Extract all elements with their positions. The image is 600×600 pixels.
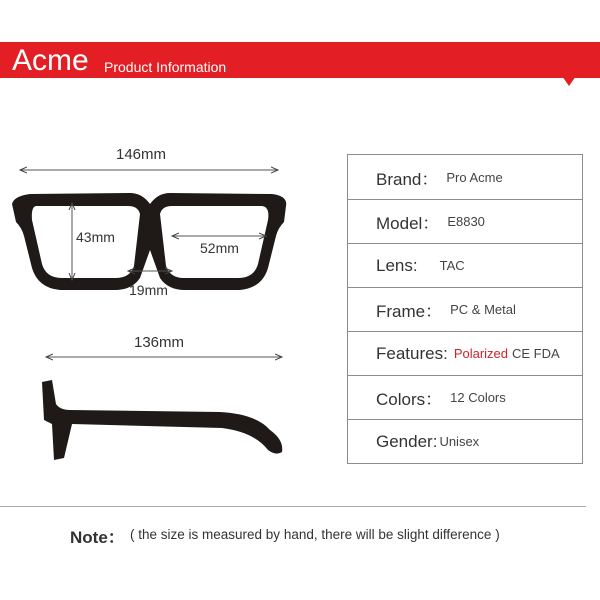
spec-value-highlight: Polarized — [453, 346, 509, 361]
spec-row-features — [348, 331, 582, 375]
spec-label: Lens: — [376, 255, 418, 275]
spec-table — [347, 154, 583, 464]
temple-arm — [42, 380, 282, 460]
spec-value: PC & Metal — [450, 302, 516, 317]
spec-row-brand — [348, 155, 582, 199]
total-width-label: 146mm — [116, 146, 167, 163]
spec-row-colors — [348, 375, 582, 419]
spec-label: Frame： — [376, 302, 443, 321]
lens-height-label: 43mm — [76, 229, 115, 245]
spec-row-gender — [348, 419, 582, 463]
spec-value: 12 Colors — [450, 390, 506, 405]
bridge-label: 19mm — [129, 282, 168, 298]
note-text: ( the size is measured by hand, there will be slight difference ) — [130, 527, 500, 542]
temple-length-label: 136mm — [134, 334, 185, 351]
brand-logo: Acme — [12, 44, 89, 77]
spec-value: CE FDA — [512, 346, 560, 361]
spec-value: TAC — [439, 258, 465, 273]
spec-label: Gender: — [376, 431, 438, 451]
spec-label: Features: — [376, 343, 448, 363]
spec-row-model — [348, 199, 582, 243]
spec-row-frame — [348, 287, 582, 331]
note-divider — [0, 506, 586, 507]
frame-front — [12, 193, 286, 290]
header-subtitle: Product Information — [104, 59, 227, 75]
spec-row-lens — [348, 243, 582, 287]
spec-label: Colors： — [376, 390, 443, 409]
spec-label: Brand： — [376, 169, 439, 189]
lens-width-label: 52mm — [200, 240, 239, 256]
spec-value: E8830 — [447, 214, 485, 229]
spec-label: Model： — [376, 214, 440, 233]
spec-value: Pro Acme — [446, 169, 503, 185]
spec-value: Unisex — [439, 434, 480, 449]
note-label: Note： — [70, 528, 125, 547]
